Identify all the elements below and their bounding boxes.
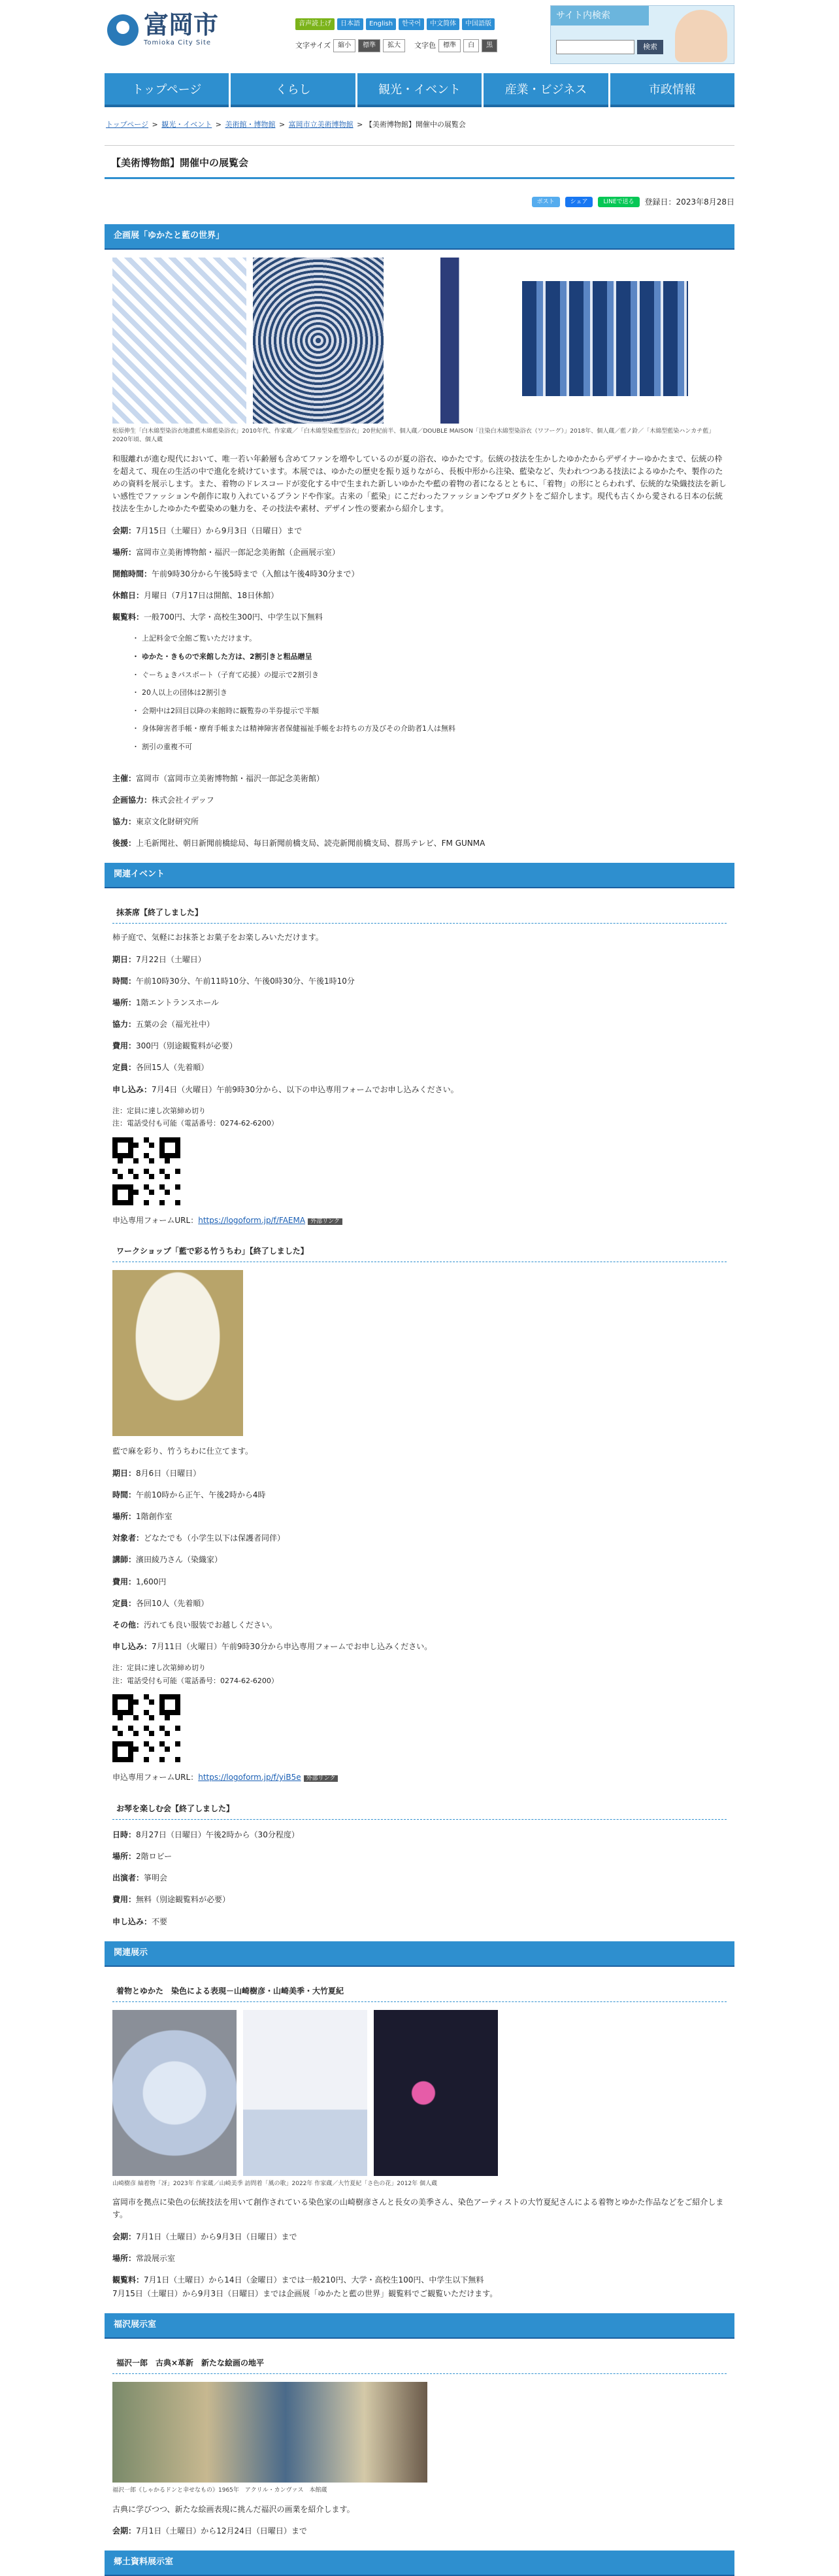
form-label: 申込専用フォームURL： — [112, 1773, 199, 1782]
sponsors: 上毛新聞社、朝日新聞前橋総局、毎日新聞前橋支局、読売新聞前橋支局、群馬テレビ、FM GUNMA — [136, 839, 485, 848]
label: 申し込み： — [112, 1084, 152, 1094]
label: 開館時間： — [112, 569, 152, 578]
event-performer: 箏明会 — [144, 1873, 168, 1883]
share-line-button[interactable]: LINEで送る — [598, 197, 639, 207]
logo-title: 富岡市 — [144, 10, 219, 39]
site-search — [550, 5, 734, 64]
external-link-icon: 外部リンク — [304, 1775, 338, 1782]
related-place: 常設展示室 — [136, 2253, 176, 2263]
lang-zh-mobile-button[interactable]: 中国語版 — [462, 18, 495, 30]
related-title: 着物とゆかた 染色による表現－山崎樹彦・山崎美季・大竹夏紀 — [112, 1981, 727, 2002]
list-item: ・ 20人以上の団体は2割引き — [132, 687, 727, 699]
crumb-museum[interactable]: 美術館・博物館 — [225, 120, 276, 129]
related-period: 7月1日（土曜日）から9月3日（日曜日）まで — [136, 2232, 297, 2241]
share-facebook-button[interactable]: シェア — [565, 197, 593, 207]
related-fee: 7月1日（土曜日）から14日（金曜日）までは一般210円、大学・高校生100円、中学生以下無料 — [144, 2275, 484, 2285]
event-note: 注：電話受付も可能（電話番号：0274-62-6200） — [112, 1119, 278, 1128]
lang-zh-button[interactable]: 中文简体 — [427, 18, 459, 30]
list-item: ・ ぐーちょきパスポート（子育て応援）の提示で2割引き — [132, 669, 727, 681]
qr-code-icon — [112, 1694, 180, 1762]
event-date: 8月6日（日曜日） — [136, 1468, 201, 1478]
label: 時間： — [112, 976, 137, 986]
lang-ko-button[interactable]: 한국어 — [399, 18, 424, 30]
photo-yukata-1 — [112, 258, 246, 424]
nav-business[interactable]: 産業・ビジネス — [484, 73, 608, 107]
event-capacity: 各回10人（先着順） — [136, 1598, 209, 1608]
label: 場所： — [112, 1852, 137, 1862]
event-title-koto: お琴を楽しむ会【終了しました】 — [112, 1799, 727, 1820]
related-description: 富岡市を拠点に染色の伝統技法を用いて創作されている染色家の山崎樹彦さんと長女の美季さん、染色アーティストの大竹夏紀さんによる着物とゆかた作品などをご紹介します。 — [112, 2198, 724, 2220]
section-heading-related: 関連展示 — [105, 1941, 734, 1967]
mascot-image — [675, 10, 727, 62]
related-fee-2: 7月15日（土曜日）から9月3日（日曜日）までは企画展「ゆかたと藍の世界」観覧料でご観覧いただけます。 — [112, 2289, 498, 2299]
global-nav — [105, 73, 734, 107]
font-small-button[interactable]: 縮小 — [333, 39, 355, 52]
label: 会期： — [112, 2232, 137, 2241]
label: 協力： — [112, 1020, 137, 1029]
color-standard-button[interactable]: 標準 — [438, 39, 461, 52]
label: その他： — [112, 1620, 144, 1630]
nav-living[interactable]: くらし — [231, 73, 355, 107]
label: 出演者： — [112, 1873, 144, 1883]
lang-ja-button[interactable]: 日本語 — [337, 18, 363, 30]
lang-en-button[interactable]: English — [366, 18, 396, 30]
section-heading-local: 郷土資料展示室 — [105, 2551, 734, 2576]
search-button[interactable]: 検索 — [637, 40, 663, 54]
cooperation: 東京文化財研究所 — [136, 816, 199, 826]
crumb-city-museum[interactable]: 富岡市立美術博物館 — [288, 120, 354, 129]
label: 定員： — [112, 1063, 137, 1073]
label: 会期： — [112, 526, 137, 535]
label: 日時： — [112, 1830, 137, 1839]
label: 申し込み： — [112, 1916, 152, 1926]
label: 後援： — [112, 839, 137, 848]
label: 場所： — [112, 1511, 137, 1521]
section-heading-events: 関連イベント — [105, 863, 734, 888]
event-fee: 300円（別途観覧料が必要） — [136, 1041, 237, 1051]
event-date: 8月27日（日曜日）午後2時から（30分程度） — [136, 1830, 299, 1839]
nav-tourism[interactable]: 観光・イベント — [357, 73, 482, 107]
event-fee: 1,600円 — [136, 1577, 167, 1586]
fee-notes-list — [132, 633, 727, 752]
registered-date: 登録日：2023年8月28日 — [644, 197, 734, 207]
photo-kimono-1 — [112, 2010, 237, 2176]
nav-top[interactable]: トップページ — [105, 73, 229, 107]
event-title-tea: 抹茶席【終了しました】 — [112, 903, 727, 924]
event-apply: 7月4日（火曜日）午前9時30分から、以下の申込専用フォームでお申し込みください。 — [152, 1084, 459, 1094]
event-cooperation: 五葉の会（福光社中） — [136, 1020, 215, 1029]
label: 場所： — [112, 997, 137, 1007]
label: 観覧料： — [112, 2275, 144, 2285]
label: 費用： — [112, 1577, 137, 1586]
planning-cooperation: 株式会社イデッフ — [152, 795, 214, 805]
photo-fukuzawa-painting — [112, 2382, 427, 2483]
event-description: 藍で麻を彩り、竹うちわに仕立てます。 — [112, 1447, 254, 1456]
crumb-top[interactable]: トップページ — [106, 120, 149, 129]
qr-code-icon — [112, 1137, 180, 1205]
exhibition-gallery — [112, 258, 727, 424]
label: 対象者： — [112, 1533, 144, 1543]
search-title: サイト内検索 — [551, 6, 649, 25]
label: 定員： — [112, 1598, 137, 1608]
event-time: 午前10時30分、午前11時10分、午後0時30分、午後1時10分 — [136, 976, 355, 986]
list-item: ・ 会期中は2回目以降の来館時に観覧券の半券提示で半額 — [132, 705, 727, 717]
event-time: 午前10時から正午、午後2時から4時 — [136, 1490, 266, 1499]
breadcrumb: トップページ > 観光・イベント > 美術館・博物館 > 富岡市立美術博物館 > 【美術博物館】開催中の展覧会 — [106, 120, 466, 129]
share-x-button[interactable]: ポスト — [532, 197, 560, 207]
photo-kimono-3 — [374, 2010, 498, 2176]
event-other: 汚れても良い服装でお越しください。 — [144, 1620, 278, 1630]
opening-hours: 午前9時30分から午後5時まで（入館は午後4時30分まで） — [152, 569, 359, 578]
event-apply: 7月11日（火曜日）午前9時30分から申込専用フォームでお申し込みください。 — [152, 1642, 433, 1652]
site-header — [105, 0, 734, 65]
event-date: 7月22日（土曜日） — [136, 954, 206, 964]
label: 時間： — [112, 1490, 137, 1499]
form-link[interactable]: https://logoform.jp/f/yiB5e — [198, 1773, 301, 1782]
crumb-tourism[interactable]: 観光・イベント — [161, 120, 212, 129]
label: 費用： — [112, 1895, 137, 1905]
font-standard-button[interactable]: 標準 — [358, 39, 380, 52]
event-title-workshop: ワークショップ「藍で彩る竹うちわ」【終了しました】 — [112, 1241, 727, 1262]
admission-fee: 一般700円、大学・高校生300円、中学生以下無料 — [144, 612, 323, 622]
event-description: 柿子庭で、気軽にお抹茶とお菓子をお楽しみいただけます。 — [112, 933, 323, 943]
color-white-button[interactable]: 白 — [463, 39, 479, 52]
event-note: 注：定員に達し次第締め切り — [112, 1664, 206, 1673]
font-size-label: 文字サイズ — [295, 41, 331, 50]
list-item: ・ 割引の重複不可 — [132, 741, 727, 753]
color-black-button[interactable]: 黒 — [482, 39, 497, 52]
photo-handkerchiefs — [522, 281, 688, 396]
font-large-button[interactable]: 拡大 — [383, 39, 405, 52]
event-note: 注：電話受付も可能（電話番号：0274-62-6200） — [112, 1676, 278, 1685]
label: 会期： — [112, 2526, 137, 2536]
event-lecturer: 濱田綾乃さん（染織家） — [136, 1555, 223, 1565]
event-apply: 不要 — [152, 1916, 168, 1926]
list-item: ・ 上記料金で全館ご覧いただけます。 — [132, 633, 727, 644]
event-target: どなたでも（小学生以下は保護者同伴） — [144, 1533, 286, 1543]
label: 費用： — [112, 1041, 137, 1051]
label: 申し込み： — [112, 1642, 152, 1652]
label: 場所： — [112, 547, 137, 557]
organizer: 富岡市（富岡市立美術博物館・福沢一郎記念美術館） — [136, 773, 325, 783]
label: 休館日： — [112, 591, 144, 601]
nav-city[interactable]: 市政情報 — [610, 73, 734, 107]
fukuzawa-period: 7月1日（土曜日）から12月24日（日曜日）まで — [136, 2526, 307, 2536]
photo-kimono-indigo — [253, 258, 384, 424]
fukuzawa-caption: 福沢一郎《しゃかるドンと幸せなもの》1965年 アクリル・カンヴァス 本館蔵 — [112, 2487, 327, 2494]
label: 企画協力： — [112, 795, 152, 805]
label: 主催： — [112, 773, 137, 783]
search-input[interactable] — [556, 40, 634, 54]
list-item: ・ 身体障害者手帳・療育手帳または精神障害者保健福祉手帳をお持ちの方及びその介助者1人は無料 — [132, 723, 727, 735]
label: 観覧料： — [112, 612, 144, 622]
external-link-icon: 外部リンク — [308, 1218, 342, 1225]
text-color-label: 文字色 — [414, 41, 436, 50]
fukuzawa-title: 福沢一郎 古典×革新 新たな絵画の地平 — [112, 2353, 727, 2374]
logo-subtitle: Tomioka City Site — [144, 39, 212, 46]
exhibition-period: 7月15日（土曜日）から9月3日（日曜日）まで — [136, 526, 303, 535]
label: 協力： — [112, 816, 137, 826]
page-title: 【美術博物館】開催中の展覧会 — [105, 145, 734, 179]
fukuzawa-description: 古典に学びつつ、新たな絵画表現に挑んだ福沢の画業を紹介します。 — [112, 2504, 355, 2514]
label: 場所： — [112, 2253, 137, 2263]
crumb-current: 【美術博物館】開催中の展覧会 — [365, 120, 466, 129]
label: 期日： — [112, 954, 137, 964]
form-label: 申込専用フォームURL： — [112, 1216, 199, 1226]
event-fee: 無料（別途観覧料が必要） — [136, 1895, 231, 1905]
gallery-caption: 松原伸生「白木綿型染浴衣地濃藍木綿藍染浴衣」2010年代、作家蔵／「白木綿型染藍型浴衣」20世紀前半、個人蔵／DOUBLE MAISON「注染白木綿型染浴衣（ワフーグ）」2018年、個人蔵／藍ノ鈴／「木綿型藍染ハンカチ藍」2020年頃、個人蔵 — [112, 427, 715, 444]
exhibition-place: 富岡市立美術博物館・福沢一郎記念美術館（企画展示室） — [136, 547, 340, 557]
share-bar — [105, 196, 734, 209]
section-heading-fukuzawa: 福沢展示室 — [105, 2313, 734, 2339]
label: 講師： — [112, 1555, 137, 1565]
exhibition-description: 和服離れが進む現代において、唯一若い年齢層も含めてファンを増やしているのが夏の浴衣、ゆかたです。伝統の技法を生かしたゆかたからデザイナーゆかたまで、伝統の枠を超えて、現在の生活の中で進化を続けています。本展では、ゆかたの歴史を振り返りながら、長板中形から注染、藍染など、失われつつある技法によるゆかたや、製作のための資料を展示します。また、着物のドレスコードが変化する中で生まれた新しいゆかたや藍の着物の者になるとともに、「着物」の形にとらわれず、伝統的な染織技法を新しい感性でファッションや創作に取り入れているブランドや作家。古来の「藍染」にこだわったファッションやプロダクトをご紹介します。現代も古くから愛される日本の伝統技法を生かしたゆかたや藍染めの魅力を、その技法や素材、デザイン性の要素から紹介します。 — [112, 454, 727, 514]
photo-uchiwa-fan — [112, 1270, 243, 1436]
closed-days: 月曜日（7月17日は開館、18日休館） — [144, 591, 279, 601]
photo-kimono-2 — [243, 2010, 367, 2176]
logo-mark-icon — [107, 14, 139, 46]
related-gallery — [112, 2010, 727, 2176]
site-logo[interactable] — [107, 12, 218, 48]
related-caption: 山崎樹彦 紬着物「冴」2023年 作家蔵／山崎美季 訪問着「風の歌」2022年 作家蔵／大竹夏紀「さ色の花」2012年 個人蔵 — [112, 2180, 438, 2187]
read-aloud-button[interactable]: 音声読上げ — [295, 18, 335, 30]
event-place: 1階エントランスホール — [136, 997, 220, 1007]
event-note: 注：定員に達し次第締め切り — [112, 1106, 206, 1115]
label: 期日： — [112, 1468, 137, 1478]
section-heading-exhibition: 企画展「ゆかたと藍の世界」 — [105, 224, 734, 250]
photo-yukata-model — [390, 258, 516, 424]
event-capacity: 各回15人（先着順） — [136, 1063, 209, 1073]
form-link[interactable]: https://logoform.jp/f/FAEMA — [198, 1216, 306, 1226]
list-item: ・ ゆかた・きもので来館した方は、2割引きと粗品贈呈 — [132, 651, 727, 663]
event-place: 1階創作室 — [136, 1511, 173, 1521]
event-place: 2階ロビー — [136, 1852, 173, 1862]
